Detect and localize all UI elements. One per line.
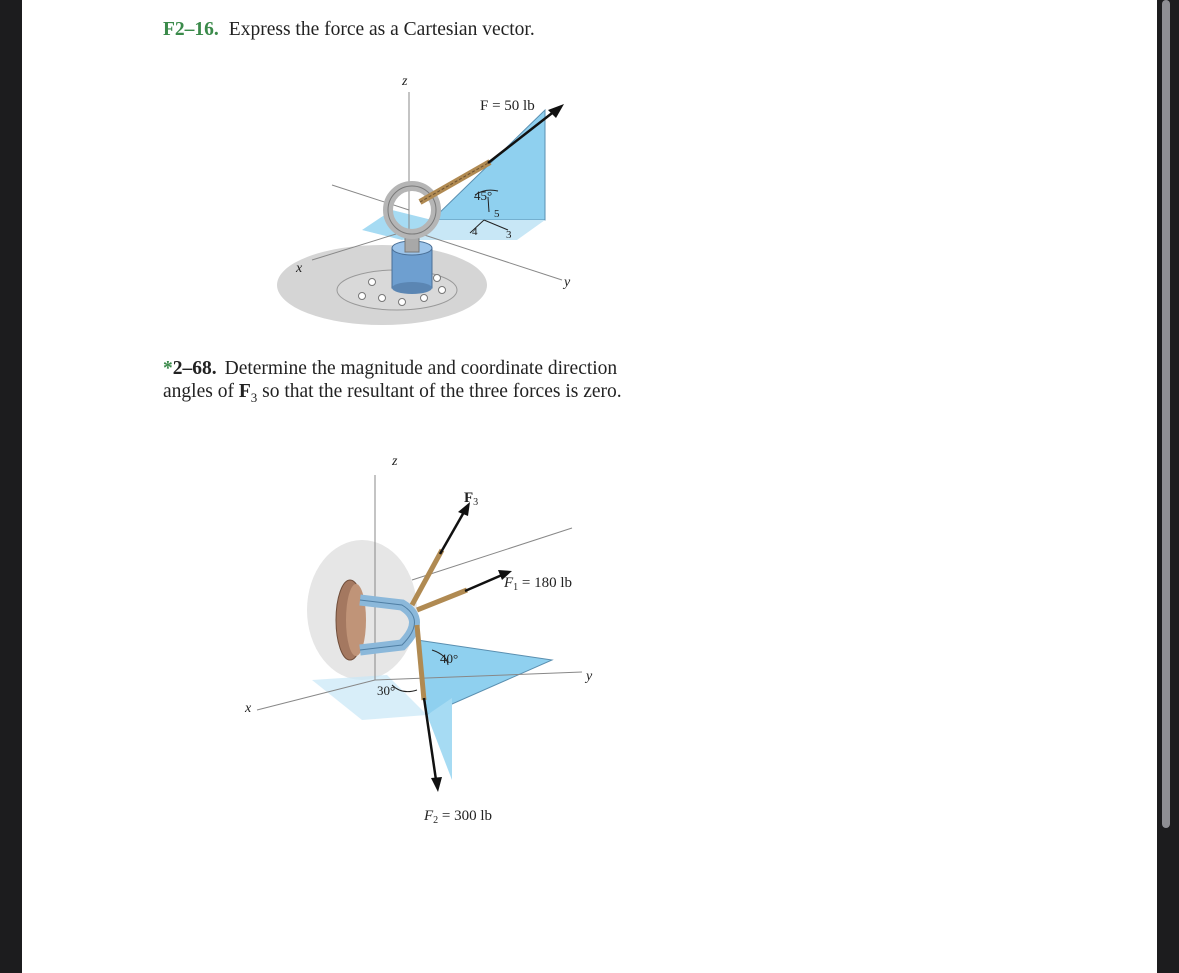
axis-x-label: x [296, 261, 303, 276]
problem-2-68-line1 [163, 357, 617, 381]
slope-3-label: 3 [506, 229, 512, 241]
f1-label-main: F [504, 575, 514, 591]
problem-number: 2–68. [172, 358, 217, 379]
problem-2-68-line2 [163, 380, 622, 410]
f2-label-value: = 300 lb [438, 808, 493, 824]
problem-text: Express the force as a Cartesian vector. [228, 19, 535, 40]
back-axis-line [412, 528, 572, 580]
angle-45-label: 45° [474, 188, 493, 203]
scrollbar-thumb[interactable] [1162, 0, 1170, 828]
f1-arrow [465, 575, 502, 591]
star-marker: * [163, 358, 173, 379]
f3-arrow [440, 512, 464, 554]
problem-f2-16-heading [163, 18, 535, 42]
problem-text-line1: Determine the magnitude and coordinate direction [224, 358, 618, 379]
f2-label-sub: 2 [433, 815, 439, 826]
f3-label [464, 490, 478, 508]
angle-40-label: 40° [440, 651, 459, 666]
rope-f1 [417, 590, 467, 610]
angle-30-label: 30° [377, 683, 396, 698]
f1-label [503, 575, 572, 593]
problem-number: F2–16. [163, 19, 219, 40]
rope-f2 [417, 625, 424, 700]
force-label: F = 50 lb [480, 98, 535, 114]
f3-bold: F [238, 381, 251, 402]
axis-z-label: z [402, 74, 408, 89]
f2-arrowhead [431, 777, 442, 792]
f3-label-main: F [464, 490, 474, 506]
problem-text-line2-pre: angles of [163, 381, 239, 402]
f1-label-value: = 180 lb [518, 575, 573, 591]
f2-label-main: F [424, 808, 434, 824]
slope-4-label: 4 [472, 226, 478, 238]
f2-label [423, 808, 492, 826]
axis-x-label: x [245, 701, 252, 716]
figure-three-forces [212, 450, 612, 830]
document-page [22, 0, 1157, 973]
f1-label-sub: 1 [513, 582, 519, 593]
f3-subscript: 3 [250, 389, 258, 405]
axis-y-label: y [564, 275, 571, 290]
f3-label-sub: 3 [473, 497, 479, 508]
axis-y-label: y [586, 669, 593, 684]
axis-z-label: z [392, 454, 398, 469]
rope-f3 [412, 550, 442, 605]
slope-5-label: 5 [494, 208, 500, 220]
problem-text-line2-post: so that the resultant of the three forces is zero. [257, 381, 622, 402]
figure-eye-bolt [252, 70, 592, 330]
